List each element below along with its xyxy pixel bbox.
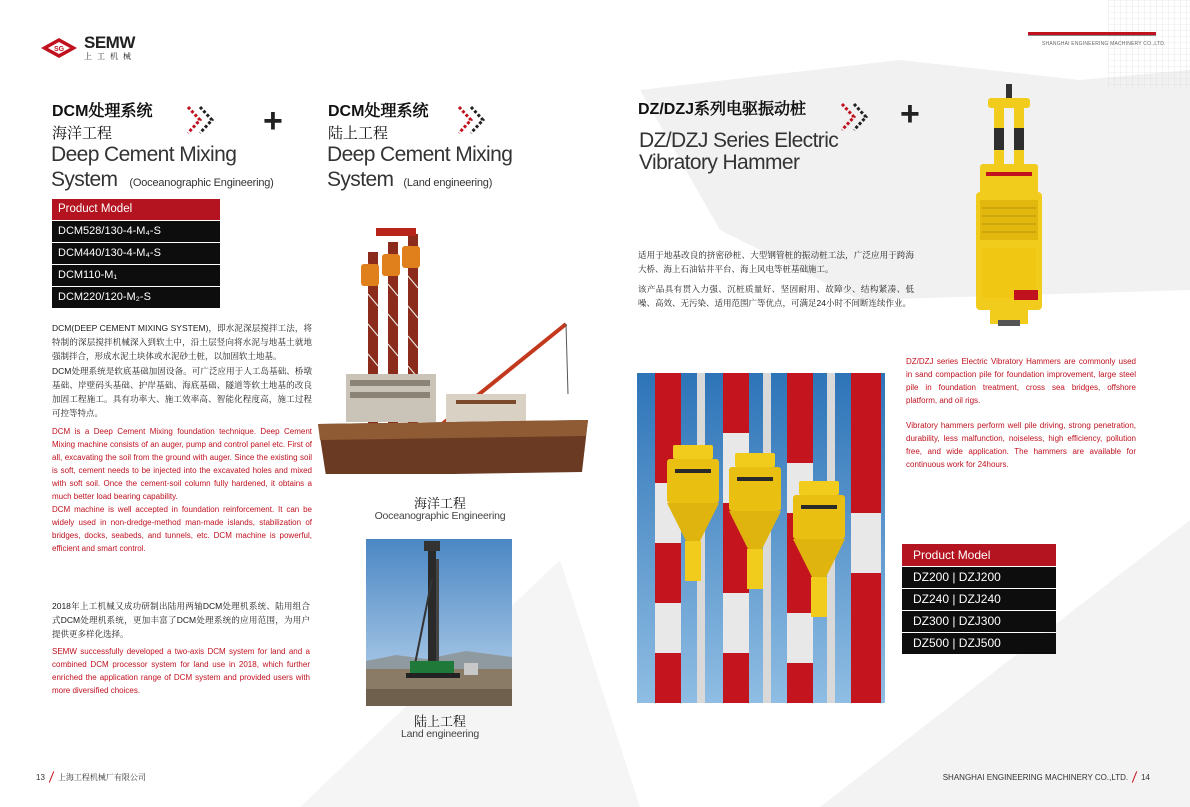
land-title-en-line2: System <box>327 168 394 191</box>
ocean-sub-cn: 海洋工程 <box>52 125 113 142</box>
dz-product-model-table <box>902 544 1056 654</box>
ocean-dcm-barge-image <box>316 224 590 486</box>
dcm-table-header: Product Model <box>52 199 220 220</box>
land-caption-cn: 陆上工程 <box>413 714 466 729</box>
dz-table-row: DZ500 | DZJ500 <box>902 633 1056 654</box>
dz-text-en-2: Vibratory hammers perform well pile driving, strong penetration, durability, less malfunction, noiseless, high efficiency, pollution free, and wide application. The hammers are available for continuous work for 24hours. <box>906 421 1136 469</box>
brand-name-en: SEMW <box>84 33 135 52</box>
dz-title-en-line2: Vibratory Hammer <box>639 151 800 174</box>
dcm-text-cn-3: 2018年上工机械又成功研制出陆用两轴DCM处理机系统、陆用组合式DCM处理机系统，更加丰富了DCM处理系统的应用范围，为用户提供更多样化选择。 <box>52 601 310 639</box>
dz-title-en-line1: DZ/DZJ Series Electric <box>639 129 839 152</box>
footer-left <box>36 771 146 783</box>
land-caption-en: Land engineering <box>401 728 479 740</box>
semw-logo-icon <box>40 37 78 59</box>
footer-company-en: SHANGHAI ENGINEERING MACHINERY CO.,LTD. <box>942 772 1129 782</box>
plus-icon: + <box>900 95 920 133</box>
plus-icon: + <box>263 102 283 140</box>
dz-text-cn-1: 适用于地基改良的挤密砂桩、大型钢管桩的振动桩工法，广泛应用于跨海大桥、海上石油钻井平台、海上风电等桩基础施工。 <box>638 250 914 274</box>
dz-description-cn <box>638 248 914 310</box>
dz-table-row: DZ200 | DZJ200 <box>902 567 1056 588</box>
ocean-caption-en: Ooceanographic Engineering <box>374 510 506 522</box>
dcm-table-row: DCM110-M₁ <box>52 265 220 286</box>
header-rule-grey <box>1028 35 1156 36</box>
vibratory-hammers-on-piles-image <box>637 373 885 703</box>
vibratory-hammer-image <box>968 84 1050 328</box>
dcm-text-en-1: DCM is a Deep Cement Mixing foundation technique. Deep Cement Mixing machine consists of an auger, pump and control panel etc. First of all, excavating the soil from the ground with auger. Since the existing soil is soft, cement needs to be injected into the excavated holes and mixed with soft soil. Once the cement-soil column fully hardened, it obtains a much better load bearing capability. <box>52 427 312 501</box>
dz-text-cn-2: 该产品具有贯入力强、沉桩质量好、坚固耐用、故障少、结构紧凑、低噪、高效、无污染、适用范围广等优点，可满足24小时不间断连续作业。 <box>638 284 914 308</box>
page-number-left: 13 <box>36 772 45 782</box>
ocean-title-en-note: (Ooceanographic Engineering) <box>129 177 274 189</box>
land-title-en-line1: Deep Cement Mixing <box>327 143 513 166</box>
dcm-text-cn-2: DCM处理系统是软底基础加固设备。可广泛应用于人工岛基础、桥墩基础、岸壁码头基础、护岸基础、海底基础、隧道等软土地基的改良加固工程施工。具有功率大、施工效率高、智能化程度高，施工过程可控等特点。 <box>52 366 312 418</box>
dz-title-cn: DZ/DZJ系列电驱振动桩 <box>638 101 807 118</box>
ocean-title-cn: DCM处理系统 <box>52 103 153 120</box>
svg-text:SG: SG <box>53 45 65 53</box>
ocean-title-en-line1: Deep Cement Mixing <box>51 143 237 166</box>
footer-right <box>943 771 1150 783</box>
brand-logo <box>40 34 136 61</box>
footer-company-cn: 上海工程机械厂有限公司 <box>57 772 146 782</box>
dcm-text-en-2: DCM machine is well accepted in foundation reinforcement. It can be widely used in non-dredge-method man-made islands, stabilization of bridges, docks, seabeds, and tunnels, etc. DCM machine is powerful, efficient and smart control. <box>52 505 312 553</box>
dz-table-row: DZ300 | DZJ300 <box>902 611 1056 632</box>
dz-text-en-1: DZ/DZJ series Electric Vibratory Hammers are commonly used in sand compaction pile for foundation improvement, large steel pile in foundation treatment, cross sea bridges, offshore platform, and oil rigs. <box>906 357 1136 405</box>
dz-table-row: DZ240 | DZJ240 <box>902 589 1056 610</box>
brand-name-cn: 上工机械 <box>84 52 136 61</box>
land-sub-cn: 陆上工程 <box>328 125 389 142</box>
footer-slash-icon <box>49 771 54 783</box>
header-company: SHANGHAI ENGINEERING MACHINERY CO.,LTD. <box>1042 41 1166 47</box>
dcm-table-row: DCM220/120-M₂-S <box>52 287 220 308</box>
chevron-right-icon <box>186 104 220 136</box>
chevron-right-icon <box>457 104 491 136</box>
land-title-en-note: (Land engineering) <box>403 177 493 189</box>
page-number-right: 14 <box>1141 772 1150 782</box>
ocean-caption-cn: 海洋工程 <box>413 496 466 511</box>
land-dcm-rig-image <box>366 539 512 706</box>
dcm-text-en-3: SEMW successfully developed a two-axis DCM system for land and a combined DCM processor system for land use in 2018, which further enriched the application range of DCM system and provided users with more diversified choices. <box>52 647 310 695</box>
dz-table-header: Product Model <box>902 544 1056 566</box>
dcm-table-row: DCM440/130-4-M₄-S <box>52 243 220 264</box>
chevron-right-icon <box>840 101 874 133</box>
dz-description-en <box>906 355 1136 471</box>
dcm-text-cn-1: DCM(DEEP CEMENT MIXING SYSTEM)，即水泥深层搅拌工法，将特制的深层搅拌机械深入到软土中，沿土层竖向将水泥与地基土就地强制拌合，形成水泥土块体或水泥砂土桩，以加固软土地基。 <box>52 323 312 361</box>
ocean-title-en-line2: System <box>51 168 118 191</box>
footer-slash-icon <box>1132 771 1137 783</box>
dcm-description-2018 <box>52 599 310 697</box>
dcm-product-model-table <box>52 199 220 308</box>
dcm-table-row: DCM528/130-4-M₄-S <box>52 221 220 242</box>
land-title-cn: DCM处理系统 <box>328 103 429 120</box>
dcm-description <box>52 321 312 555</box>
